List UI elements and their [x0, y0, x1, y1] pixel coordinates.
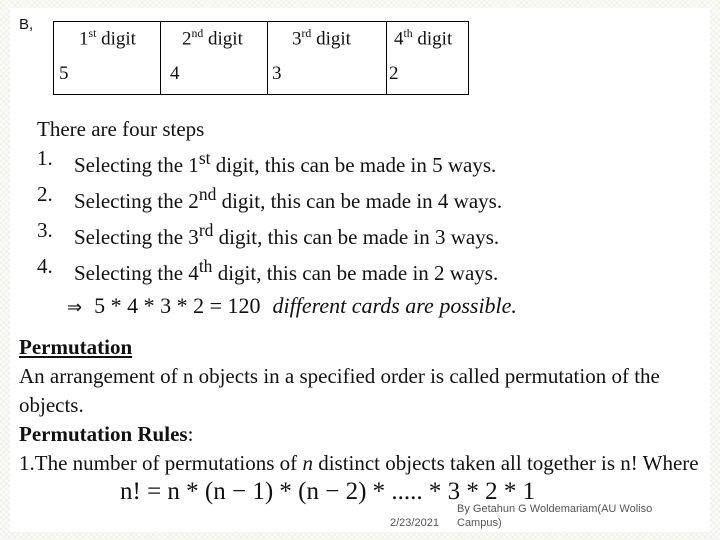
table-header-3: 3rd digit: [292, 27, 351, 50]
implies-arrow-icon: ⇒: [67, 297, 83, 318]
conclusion-text: different cards are possible.: [272, 293, 517, 318]
permutation-section: [19, 333, 709, 478]
list-item: 3. Selecting the 3rd digit, this can be made in 3 ways.: [37, 218, 500, 249]
table-cell-1: 5: [59, 63, 69, 84]
table-divider: [386, 22, 387, 94]
table-header-1: 1st digit: [79, 27, 136, 50]
definition-text: An arrangement of n objects in a specified order is called permutation of the objects.: [19, 364, 660, 417]
table-cell-3: 3: [272, 63, 282, 84]
rule-text: 1.The number of permutations of n distinct objects taken all together is n! Where: [19, 451, 699, 475]
table-header-2: 2nd digit: [182, 27, 243, 50]
equation: 5 * 4 * 3 * 2 = 120: [94, 293, 261, 318]
steps-list: [37, 144, 502, 288]
slide-label: B,: [19, 16, 34, 33]
table-divider: [267, 22, 268, 94]
intro-text: There are four steps: [37, 117, 205, 141]
conclusion-equation: [67, 293, 517, 319]
factorial-formula: n! = n * (n − 1) * (n − 2) * ..... * 3 * 2 * 1: [120, 478, 536, 505]
table-cell-4: 2: [389, 63, 399, 84]
table-cell-2: 4: [170, 63, 180, 84]
footer-author: By Getahun G Woldemariam(AU Woliso Campus): [457, 503, 653, 529]
digit-table: [53, 21, 469, 95]
list-item: 4. Selecting the 4th digit, this can be made in 2 ways.: [37, 254, 499, 285]
rules-heading: Permutation Rules:: [19, 422, 194, 446]
table-divider: [160, 22, 161, 94]
list-item: 2. Selecting the 2nd digit, this can be made in 4 ways.: [37, 182, 503, 213]
footer-date: 2/23/2021: [390, 517, 439, 529]
table-header-4: 4th digit: [394, 27, 453, 50]
section-heading: Permutation: [19, 335, 133, 359]
list-item: 1. Selecting the 1st digit, this can be made in 5 ways.: [37, 146, 497, 177]
